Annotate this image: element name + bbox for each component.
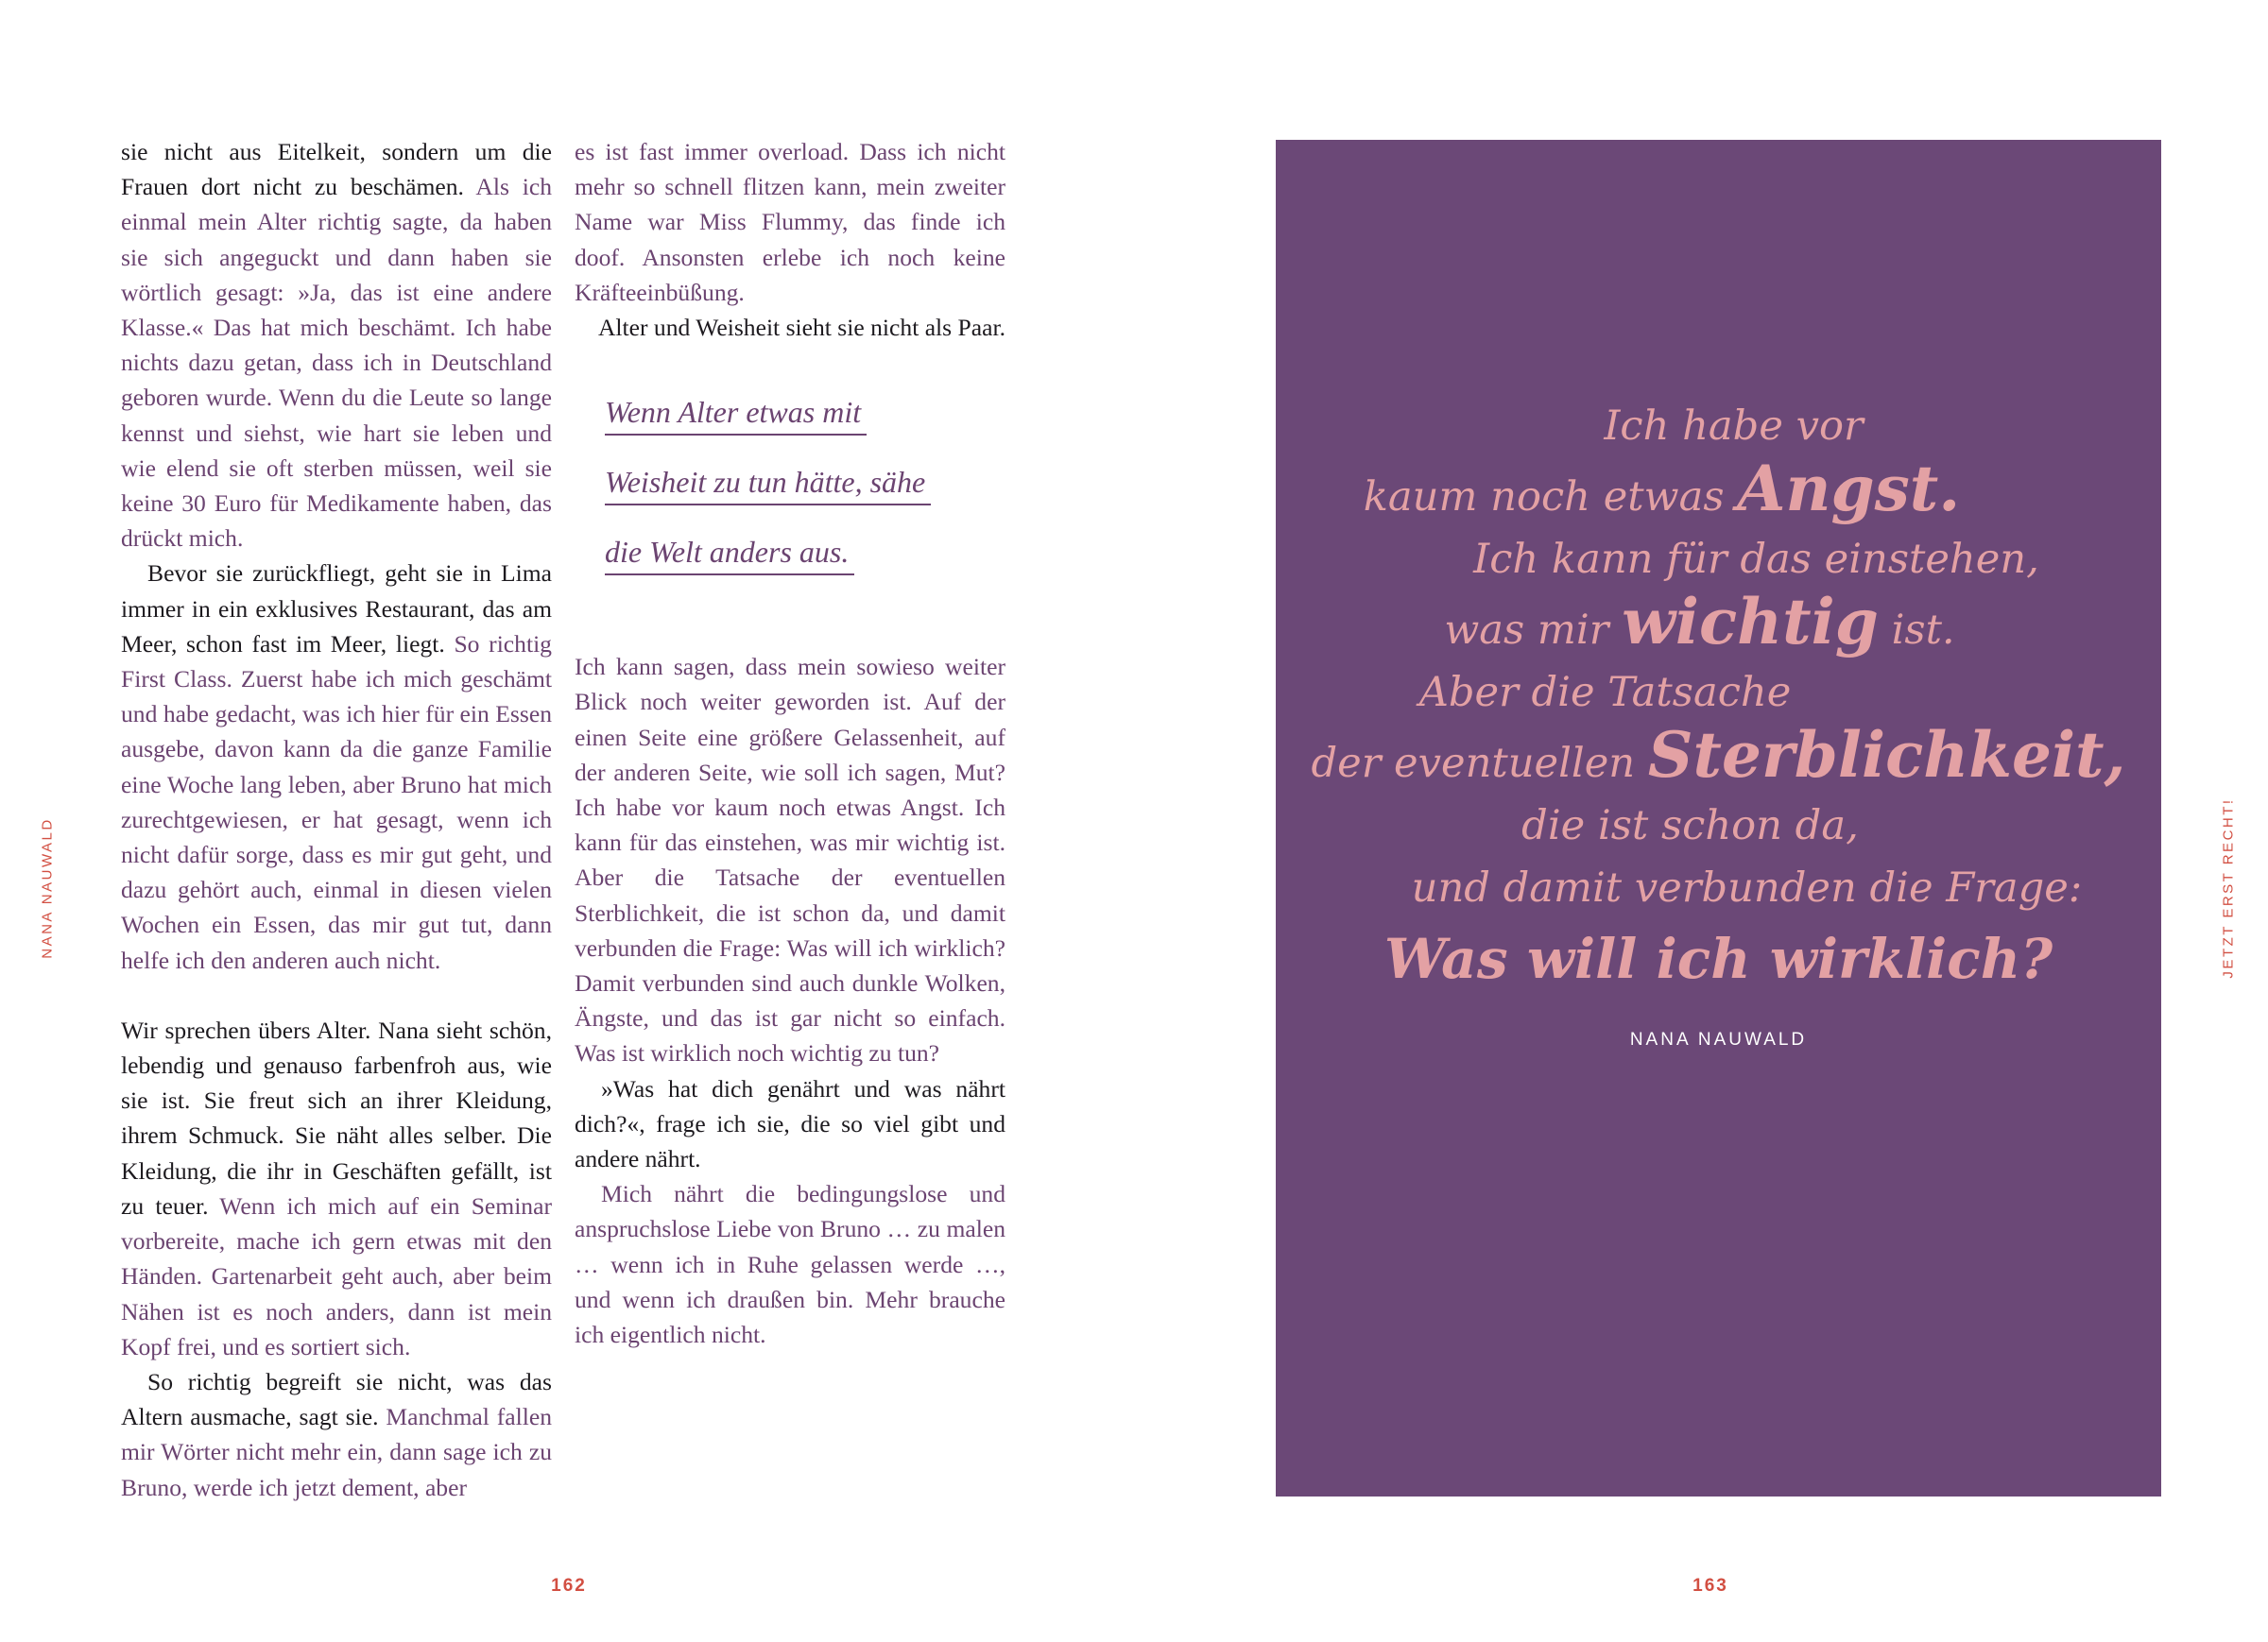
quote-panel [1276, 140, 2161, 1497]
emphasized-word: Angst. [1737, 452, 1961, 525]
quote-text: die ist schon da, [1521, 802, 1859, 849]
quote-line [1314, 528, 2199, 590]
paragraph [575, 1071, 1005, 1177]
quoted-speech: es ist fast immer overload. Dass ich nicht mehr so schnell flitzen kann, mein zweiter Name war Miss Flummy, das finde ich doof. Ansonsten erlebe ich noch keine Kräfteeinbüßung. [575, 138, 1005, 306]
emphasized-word: wichtig [1622, 585, 1879, 659]
quote-line [1257, 585, 2142, 661]
quoted-speech: Mich nährt die bedingungslose und anspruchslose Liebe von Bruno … zu malen … wenn ich in Ruhe gelassen werde …, und wenn ich draußen bin. Mehr brauche ich eigentlich nicht. [575, 1180, 1005, 1349]
pull-quote-row [605, 530, 1005, 600]
right-page: Ich habe vor kaum noch etwas Angst. Ich kann für das einstehen, was mir wichtig ist. Aber die Tatsache der eventuellen Sterblichkeit, die ist schon da, und damit verbunden die Frage: Was will ich wirklich? NANA NAUWALD JETZT ERST RECHT! 163 [1134, 0, 2268, 1642]
pull-quote-line: Wenn Alter etwas mit [605, 390, 867, 436]
column-2-top-text [575, 134, 1005, 345]
pull-quote [605, 390, 1005, 600]
page-number-right: 163 [1692, 1576, 1728, 1596]
quoted-speech: Als ich einmal mein Alter richtig sagte, da haben sie sich angeguckt und dann haben sie wörtlich gesagt: »Ja, das ist eine andere Klasse.« Das hat mich beschämt. Ich habe nichts dazu getan, dass ich in Deutschland geboren wurde. Wenn du die Leute so lange kennst und siehst, wie hart sie leben und wie elend sie oft sterben müssen, weil sie keine 30 Euro für Medikamente haben, das drückt mich. [121, 173, 552, 553]
paragraph [575, 134, 1005, 310]
quote-line [1276, 718, 2161, 795]
narration: So richtig begreift sie nicht, was das Altern ausmache, sagt sie. [121, 1367, 552, 1431]
narration: Bevor sie zurückfliegt, geht sie in Lima immer in ein exklusives Restaurant, das am Meer, schon fast im Meer, liegt. [121, 559, 552, 658]
quote-line [1291, 395, 2176, 457]
quote-line [1219, 452, 2105, 528]
quote-line [1247, 795, 2133, 857]
quoted-speech: Ich kann sagen, dass mein sowieso weiter Blick noch weiter geworden ist. Auf der einen Seite eine größere Gelassenheit, auf der anderen Seite, wie soll ich sagen, Mut? Ich habe vor kaum noch etwas Angst. Ich kann für das einstehen, was mir wichtig ist. Aber die Tatsache der eventuellen Sterblichkeit, die ist schon da, und damit verbunden die Frage: Was will ich wirklich? Damit verbunden sind auch dunkle Wolken, Ängste, und das ist gar nicht so einfach. Was ist wirklich noch wichtig zu tun? [575, 653, 1005, 1068]
quote-text: der eventuellen [1311, 740, 1648, 787]
emphasized-word: Was will ich wirklich? [1383, 926, 2053, 991]
quote-text: Aber die Tatsache [1418, 669, 1792, 716]
emphasized-word: Sterblichkeit, [1647, 718, 2126, 792]
paragraph [121, 134, 552, 556]
pull-quote-line: die Welt anders aus. [605, 530, 854, 575]
narration: »Was hat dich genährt und was nährt dich?«, frage ich sie, die so viel gibt und andere nährt. [575, 1074, 1005, 1173]
left-page: NANA NAUWALD sie nicht aus Eitelkeit, sondern um die Frauen dort nicht zu beschämen. Als ich einmal mein Alter richtig sagte, da haben sie sich angeguckt und dann haben sie wörtlich gesagt: »Ja, das ist eine andere Klasse.« Das hat mich beschämt. Ich habe nichts dazu getan, dass ich in Deutschland geboren wurde. Wenn du die Leute so lange kennst und siehst, wie hart sie leben und wie elend sie oft sterben müssen, weil sie keine 30 Euro für Medikamente haben, das drückt mich. Bevor sie zurückfliegt, geht sie in Lima immer in ein exklusives Restaurant, das am Meer, schon fast im Meer, liegt. So richtig First Class. Zuerst habe ich mich geschämt und habe gedacht, was ich hier für ein Essen ausgebe, davon kann da die ganze Familie eine Woche lang leben, aber Bruno hat mich zurechtgewiesen, er hat gesagt, wenn ich nicht dafür sorge, dass es mir gut geht, und dazu gehört auch, einmal in diesen vielen Wochen ein Essen, das mir gut tut, dann helfe ich den anderen auch nicht. Wir sprechen übers Alter. Nana sieht schön, lebendig und genauso farbenfroh aus, wie sie ist. Sie freut sich an ihrer Kleidung, ihrem Schmuck. Sie näht alles selber. Die Kleidung, die ihr in Geschäften gefällt, ist zu teuer. Wenn ich mich auf ein Seminar vorbereite, mache ich gern etwas mit den Händen. Gartenarbeit geht auch, aber beim Nähen ist es noch anders, dann ist mein Kopf frei, und es sortiert sich. So richtig begreift sie nicht, was das Altern ausmache, sagt sie. Manchmal fallen mir Wörter nicht mehr ein, dann sage ich zu Bruno, werde ich jetzt dement, aber es ist fast immer overload. Dass ich nicht mehr so schnell flitzen kann, mein zweiter Name war Miss Flummy, das finde ich doof. Ansonsten erlebe ich noch keine Kräfteeinbüßung. Alter und Weisheit sieht sie nicht als Paar. Wenn Alter etwas mit Weisheit zu tun hätte, sähe die Welt anders aus. Ich kann sagen, dass mein sowieso weiter Blick noch weiter geworden ist. Auf der einen Seite eine größere Gelassenheit, auf der anderen Seite, wie soll ich sagen, Mut? Ich habe vor kaum noch etwas Angst. Ich kann für das einstehen, was mir wichtig ist. Aber die Tatsache der eventuellen Sterblichkeit, die ist schon da, und damit verbunden die Frage: Was will ich wirklich? Damit verbunden sind auch dunkle Wolken, Ängste, und das ist gar nicht so einfach. Was ist wirklich noch wichtig zu tun? »Was hat dich genährt und was nährt dich?«, frage ich sie, die so viel gibt und andere nährt. Mich nährt die bedingungslose und anspruchslose Liebe von Bruno … zu malen … wenn ich in Ruhe gelassen werde …, und wenn ich draußen bin. Mehr brauche ich eigentlich nicht. 162 [0, 0, 1134, 1642]
paragraph [575, 1176, 1005, 1352]
paragraph [121, 1364, 552, 1505]
handwritten-quote [1276, 395, 2161, 999]
quote-author: NANA NAUWALD [1629, 1030, 1808, 1050]
paragraph [575, 649, 1005, 1070]
pull-quote-line: Weisheit zu tun hätte, sähe [605, 460, 931, 505]
quote-text: Ich kann für das einstehen, [1473, 536, 2039, 583]
text-column-2 [575, 134, 1005, 1352]
quote-text: Ich habe vor [1604, 402, 1864, 450]
text-column-1 [121, 134, 552, 1505]
quote-text: und damit verbunden die Frage: [1411, 864, 2083, 912]
narration: Wir sprechen übers Alter. Nana sieht schön, lebendig und genauso farbenfroh aus, wie sie ist. Sie freut sich an ihrer Kleidung, ihrem Schmuck. Sie näht alles selber. Die Kleidung, die ihr in Geschäften gefällt, ist zu teuer. [121, 1016, 552, 1220]
quoted-speech: Manchmal fallen mir Wörter nicht mehr ein, dann sage ich zu Bruno, werde ich jetzt dement, aber [121, 1403, 552, 1501]
quoted-speech: So richtig First Class. Zuerst habe ich mich geschämt und habe gedacht, was ich hier für ein Essen ausgebe, davon kann da die ganze Familie eine Woche lang leben, aber Bruno hat mich zurechtgewiesen, er hat gesagt, wenn ich nicht dafür sorge, dass es mir gut geht, und dazu gehört auch, einmal in diesen vielen Wochen ein Essen, das mir gut tut, dann helfe ich den anderen auch nicht. [121, 629, 552, 974]
quote-line [1162, 661, 2048, 724]
pull-quote-row [605, 460, 1005, 530]
paragraph [121, 1013, 552, 1364]
quote-text: kaum noch etwas [1363, 473, 1738, 521]
quote-text: was mir [1444, 607, 1623, 654]
paragraph [575, 310, 1005, 345]
paragraph [121, 556, 552, 977]
pull-quote-row [605, 390, 1005, 460]
quote-line [1276, 919, 2161, 999]
quote-line [1304, 857, 2190, 919]
quoted-speech: Wenn ich mich auf ein Seminar vorbereite, mache ich gern etwas mit den Händen. Gartenarbeit geht auch, aber beim Nähen ist es noch anders, dann ist mein Kopf frei, und es sortiert sich. [121, 1191, 552, 1360]
quote-text: ist. [1878, 607, 1955, 654]
narration: Alter und Weisheit sieht sie nicht als Paar. [597, 314, 1005, 342]
column-2-bottom-text [575, 649, 1005, 1352]
narration: sie nicht aus Eitelkeit, sondern um die Frauen dort nicht zu beschämen. [121, 138, 552, 201]
page-number-left: 162 [551, 1576, 587, 1596]
